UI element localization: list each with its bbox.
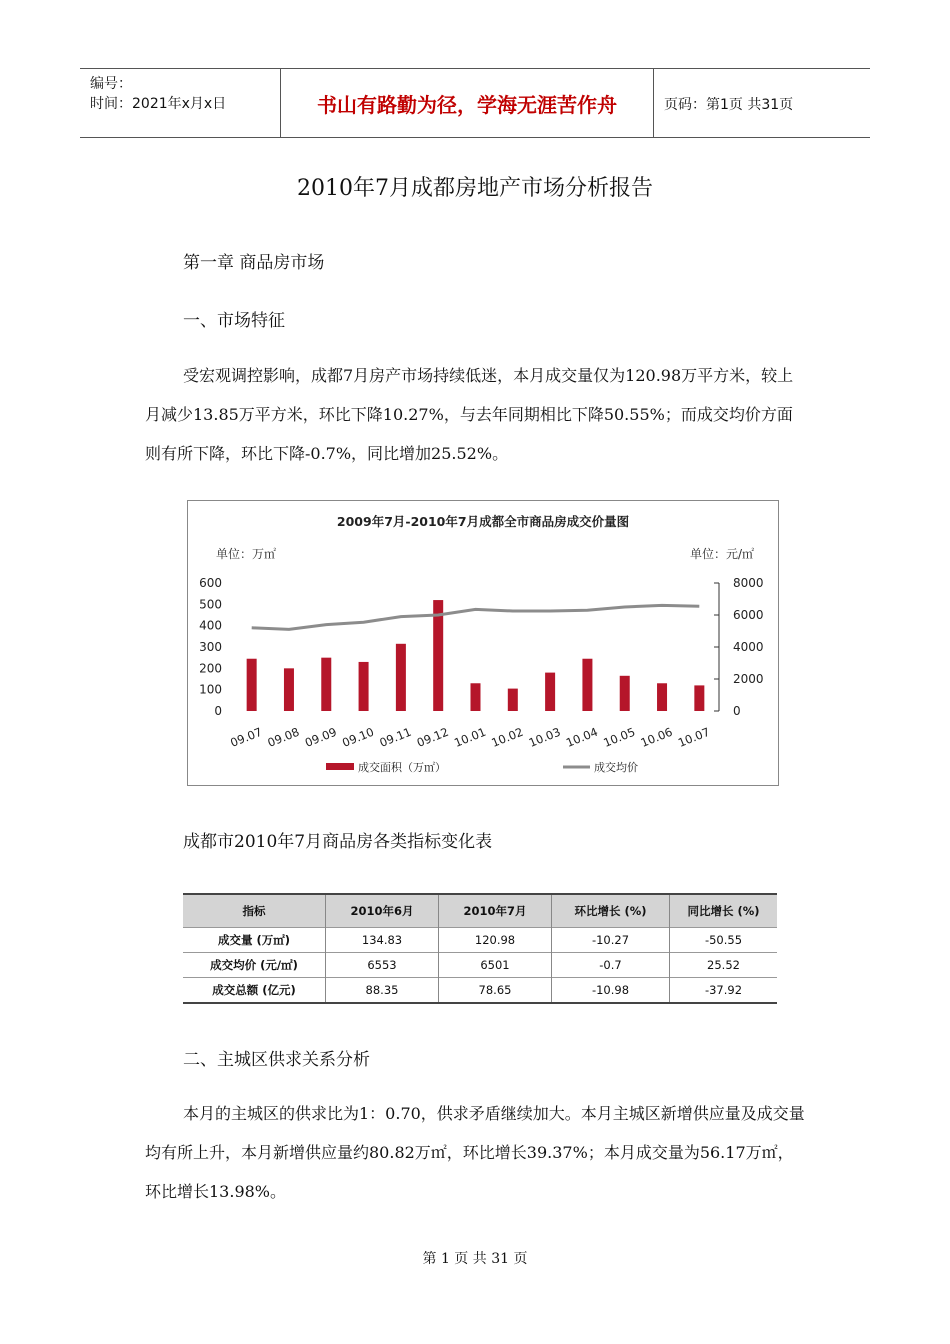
table-cell: 6553 [326,953,439,978]
bar [321,658,331,711]
x-tick-label: 09.10 [340,724,376,750]
table-cell: 25.52 [670,953,778,978]
header-page-info: 页码：第1页 共31页 [664,97,794,113]
number-label: 编号： [90,76,132,92]
x-tick-label: 09.12 [414,724,451,750]
table-cell: 成交总额 (亿元) [183,978,326,1004]
table-cell: 成交量 (万㎡) [183,928,326,953]
left-tick-label: 200 [199,661,222,676]
page-footer: 第 1 页 共 31 页 [422,1251,528,1267]
table-header-row [183,894,777,928]
table-cell: 成交均价 (元/㎡) [183,953,326,978]
table-cell: 134.83 [326,928,439,953]
bar [657,683,667,711]
bar [433,600,443,711]
table-cell: -10.98 [552,978,670,1004]
chapter-heading: 第一章 商品房市场 [183,253,325,273]
right-tick-label: 4000 [733,640,764,654]
left-tick-label: 0 [214,704,222,718]
legend-swatch-bars [326,763,354,770]
page-header [80,68,870,138]
bar [508,689,518,711]
col-header: 2010年7月 [439,894,552,928]
right-tick-label: 8000 [733,576,764,590]
left-tick-label: 400 [199,618,222,633]
header-meta [80,69,281,137]
left-tick-label: 600 [199,576,222,590]
table-row [183,928,777,953]
table-caption: 成都市2010年7月商品房各类指标变化表 [183,832,493,852]
table-cell: -37.92 [670,978,778,1004]
chart-title: 2009年7月-2010年7月成都全市商品房成交价量图 [336,514,630,529]
x-tick-label: 10.04 [564,724,600,750]
indicator-table [183,893,777,1004]
paragraph-2: 本月的主城区的供求比为1：0.70，供求矛盾继续加大。本月主城区新增供应量及成交量均有所上升，本月新增供应量约80.82万㎡，环比增长39.37%；本月成交量为56.17万㎡，环比增长13.98%。 [145,1104,805,1201]
x-tick-label: 10.05 [601,724,638,750]
bar [396,644,406,711]
table-cell: 6501 [439,953,552,978]
section-heading-2: 二、主城区供求关系分析 [183,1050,370,1070]
col-header: 同比增长 (%) [670,894,778,928]
x-tick-label: 09.07 [228,724,265,750]
legend-label-bars: 成交面积（万㎡） [358,761,446,774]
table-cell: 78.65 [439,978,552,1004]
x-tick-label: 10.07 [675,724,712,750]
col-header: 指标 [183,894,326,928]
bar [247,659,257,711]
x-tick-label: 10.06 [638,724,675,750]
bar [284,668,294,711]
price-volume-chart [187,500,779,786]
legend-label-line: 成交均价 [594,761,638,774]
table-row [183,978,777,1004]
x-tick-label: 10.02 [489,724,526,750]
bar [471,683,481,711]
table-cell: -0.7 [552,953,670,978]
bar [694,685,704,711]
price-line [252,605,700,629]
time-label: 时间：2021年x月x日 [90,96,227,112]
chart-svg [188,501,778,785]
left-tick-label: 500 [199,597,222,612]
right-unit-label: 单位：元/㎡ [689,547,754,561]
right-tick-label: 6000 [733,608,764,622]
left-unit-label: 单位：万㎡ [216,547,277,561]
right-tick-label: 2000 [733,672,764,686]
x-tick-label: 09.08 [265,724,302,750]
x-tick-label: 09.09 [302,724,339,750]
table-cell: -50.55 [670,928,778,953]
table-row [183,953,777,978]
bar [545,673,555,711]
table-cell: 120.98 [439,928,552,953]
table-cell: -10.27 [552,928,670,953]
col-header: 2010年6月 [326,894,439,928]
section-heading-1: 一、市场特征 [183,311,285,331]
paragraph-1: 受宏观调控影响，成都7月房产市场持续低迷，本月成交量仅为120.98万平方米，较上月减少13.85万平方米，环比下降10.27%，与去年同期相比下降50.55%；而成交均价方面则有所下降，环比下降-0.7%，同比增加25.52%。 [145,366,794,463]
left-tick-label: 100 [199,682,222,697]
right-tick-label: 0 [733,704,741,718]
table-cell: 88.35 [326,978,439,1004]
bar [582,659,592,711]
header-motto: 书山有路勤为径，学海无涯苦作舟 [281,69,654,137]
x-tick-label: 10.01 [452,724,488,750]
x-tick-label: 10.03 [526,724,563,750]
left-tick-label: 300 [199,640,222,654]
col-header: 环比增长 (%) [552,894,670,928]
x-tick-label: 09.11 [377,724,414,750]
bar [359,662,369,711]
bar [620,676,630,711]
document-title: 2010年7月成都房地产市场分析报告 [297,176,653,201]
